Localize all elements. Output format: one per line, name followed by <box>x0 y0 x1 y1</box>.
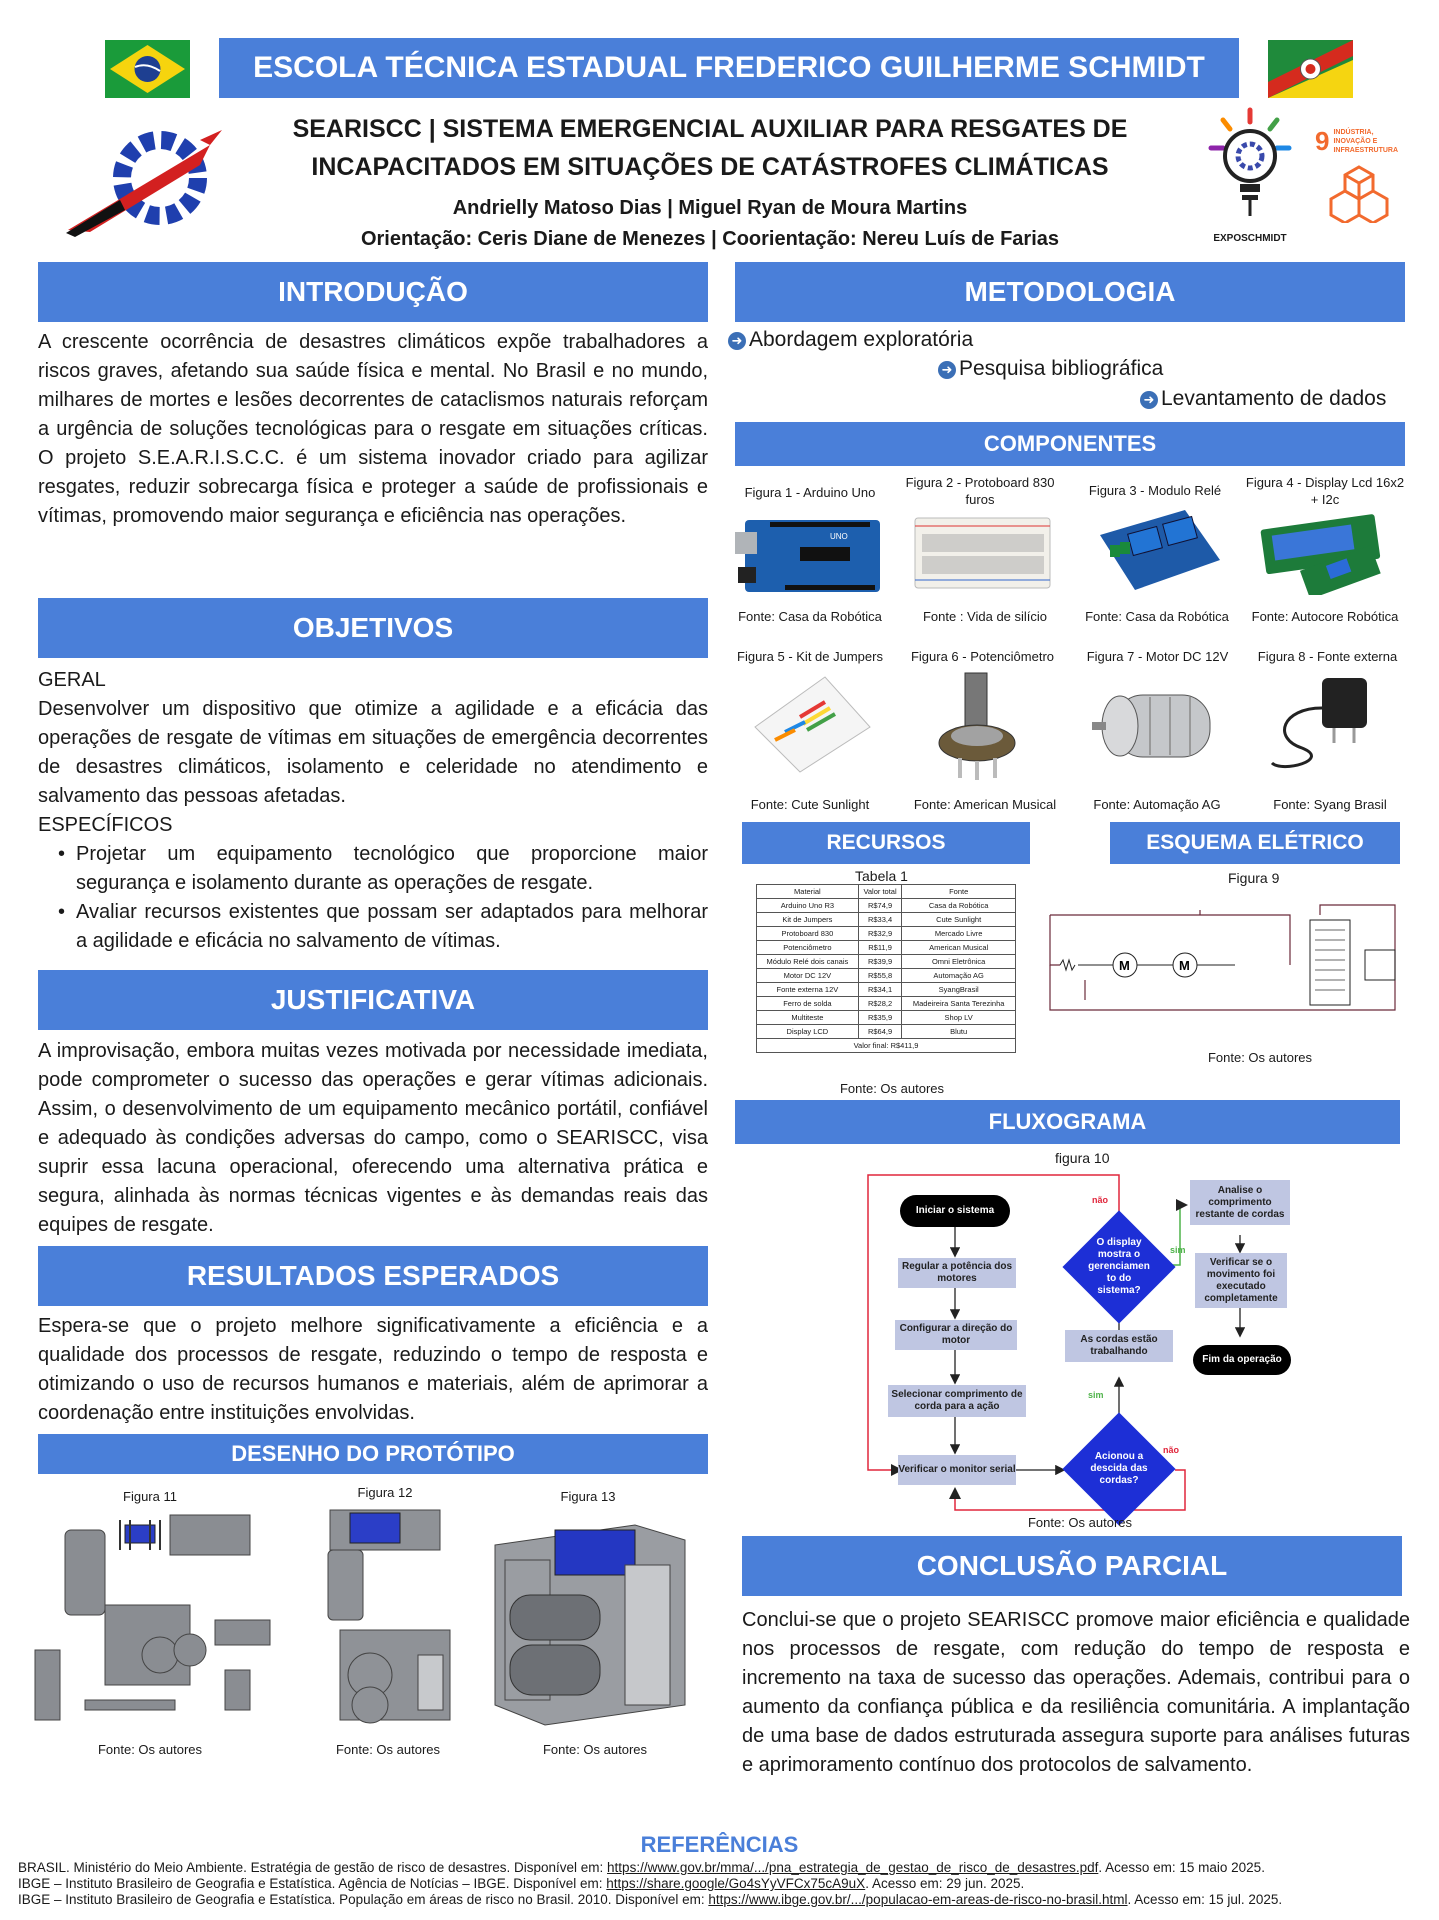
table-cell: R$39,9 <box>858 955 902 969</box>
reference-text: . Acesso em: 15 jul. 2025. <box>1127 1892 1283 1907</box>
component-8-label: Figura 8 - Fonte externa <box>1257 649 1398 664</box>
schematic-source: Fonte: Os autores <box>1207 1050 1313 1065</box>
references-title: REFERÊNCIAS <box>640 1832 799 1857</box>
brazil-flag-icon <box>105 40 190 98</box>
flow-analyze: Analise o comprimento restante de cordas <box>1190 1180 1290 1225</box>
component-5-label: Figura 5 - Kit de Jumpers <box>737 649 883 664</box>
flow-working: As cordas estão trabalhando <box>1065 1330 1173 1362</box>
flow-label-yes: sim <box>1170 1245 1186 1255</box>
reference-link[interactable]: https://www.ibge.gov.br/.../populacao-em-areas-de-risco-no-brasil.html <box>708 1892 1128 1907</box>
table-cell: R$35,9 <box>858 1011 902 1025</box>
table-cell: Fonte externa 12V <box>757 983 859 997</box>
component-7-label: Figura 7 - Motor DC 12V <box>1086 649 1229 664</box>
figure-10-label: figura 10 <box>1055 1150 1110 1166</box>
table-cell: R$74,9 <box>858 899 902 913</box>
method-item-2 <box>938 355 1163 383</box>
ods9-badge <box>1315 128 1410 238</box>
ods9-cubes-icon <box>1329 163 1389 223</box>
method-item-1 <box>728 326 973 354</box>
intro-title: INTRODUÇÃO <box>38 262 708 322</box>
figure-12-exploded-view <box>310 1505 470 1730</box>
reference-item <box>18 1860 1428 1876</box>
component-1-source: Fonte: Casa da Robótica <box>738 609 882 624</box>
method-item-text: Abordagem exploratória <box>749 328 974 351</box>
flowchart-source: Fonte: Os autores <box>1027 1515 1133 1530</box>
relay-module-image <box>1090 505 1230 595</box>
flow-verify: Verificar se o movimento foi executado completamente <box>1195 1253 1287 1308</box>
method-item-text: Pesquisa bibliográfica <box>959 357 1164 380</box>
component-6-source: Fonte: American Musical <box>913 797 1057 812</box>
table-cell: Omni Eletrônica <box>902 955 1016 969</box>
school-logo-icon <box>60 120 230 240</box>
table-cell: Multiteste <box>757 1011 859 1025</box>
table-row <box>757 1025 1016 1039</box>
reference-item <box>18 1876 1428 1892</box>
flowchart-title: FLUXOGRAMA <box>735 1100 1400 1144</box>
reference-text: . Acesso em: 29 jun. 2025. <box>865 1876 1025 1891</box>
flow-monitor: Verificar o monitor serial <box>898 1455 1016 1485</box>
figure-13-assembled-view <box>485 1505 695 1730</box>
table-header-cell: Fonte <box>902 885 1016 899</box>
lcd-display-image <box>1258 510 1398 595</box>
table-cell: Shop LV <box>902 1011 1016 1025</box>
table-cell: Automação AG <box>902 969 1016 983</box>
table-header-cell: Material <box>757 885 859 899</box>
poster-title-line1: SEARISCC | SISTEMA EMERGENCIAL AUXILIAR PARA RESGATES DE <box>292 115 1128 143</box>
table-cell: Mercado Livre <box>902 927 1016 941</box>
reference-item <box>18 1892 1428 1908</box>
schematic-title: ESQUEMA ELÉTRICO <box>1110 822 1400 864</box>
advisors: Orientação: Ceris Diane de Menezes | Coorientação: Nereu Luís de Farias <box>360 228 1060 250</box>
table-cell: Display LCD <box>757 1025 859 1039</box>
resources-table-wrap <box>756 884 1016 1053</box>
component-2-label: Figura 2 - Protoboard 830 furos <box>905 475 1055 507</box>
figure-13-source: Fonte: Os autores <box>542 1742 648 1757</box>
svg-text:M: M <box>1119 958 1130 973</box>
resources-source: Fonte: Os autores <box>839 1081 945 1096</box>
svg-text:M: M <box>1179 958 1190 973</box>
table-row <box>757 969 1016 983</box>
objectives-title: OBJETIVOS <box>38 598 708 658</box>
jumper-kit-image <box>745 672 880 777</box>
general-label: GERAL <box>38 669 106 691</box>
table-row <box>757 1011 1016 1025</box>
table-cell: Potenciômetro <box>757 941 859 955</box>
component-2-source: Fonte : Vida de silício <box>922 609 1048 624</box>
poster-title <box>230 110 1190 186</box>
reference-link[interactable]: https://www.gov.br/mma/.../pna_estrategia_de_gestao_de_risco_de_desastres.pdf <box>607 1860 1099 1875</box>
table-row <box>757 955 1016 969</box>
decision-text: Acionou a descida das cordas? <box>1090 1451 1148 1486</box>
table-row <box>757 997 1016 1011</box>
table-cell: R$64,9 <box>858 1025 902 1039</box>
table-row <box>757 899 1016 913</box>
potentiometer-image <box>915 668 1045 783</box>
flow-label-no: não <box>1163 1445 1180 1455</box>
authors: Andrielly Matoso Dias | Miguel Ryan de Moura Martins <box>452 197 968 219</box>
table-cell: Blutu <box>902 1025 1016 1039</box>
arrow-right-icon: ➜ <box>1140 391 1158 409</box>
flow-label-yes: sim <box>1088 1390 1104 1400</box>
ods-number: 9 <box>1315 126 1330 156</box>
table-total: Valor final: R$411,9 <box>757 1039 1016 1053</box>
figure-11-label: Figura 11 <box>123 1489 177 1504</box>
reference-text: . Acesso em: 15 maio 2025. <box>1098 1860 1265 1875</box>
table-header-cell: Valor total <box>858 885 902 899</box>
table-cell: Protoboard 830 <box>757 927 859 941</box>
figure-12-label: Figura 12 <box>357 1485 413 1500</box>
electrical-schematic <box>1040 890 1405 1020</box>
figure-11-exploded-view <box>25 1505 285 1730</box>
method-item-3 <box>1140 385 1386 413</box>
specific-item: • Projetar um equipamento tecnológico que proporcione maior segurança e isolamento durante as operações de resgate. <box>38 840 708 898</box>
component-5-source: Fonte: Cute Sunlight <box>750 797 870 812</box>
prototype-title: DESENHO DO PROTÓTIPO <box>38 1434 708 1474</box>
reference-text: IBGE – Instituto Brasileiro de Geografia e Estatística. População em áreas de risco no Brasil. 2010. Disponível em: <box>18 1892 709 1907</box>
table-cell: R$34,1 <box>858 983 902 997</box>
specific-item: • Avaliar recursos existentes que possam ser adaptados para melhorar a agilidade e eficácia no salvamento de vítimas. <box>38 898 708 956</box>
objectives-body <box>38 666 708 956</box>
flow-direction: Configurar a direção do motor <box>895 1320 1017 1350</box>
table-cell: SyangBrasil <box>902 983 1016 997</box>
table-row <box>757 983 1016 997</box>
table-cell: R$32,9 <box>858 927 902 941</box>
reference-text: BRASIL. Ministério do Meio Ambiente. Estratégia de gestão de risco de desastres. Disponível em: <box>18 1860 608 1875</box>
reference-text: IBGE – Instituto Brasileiro de Geografia e Estatística. Agência de Notícias – IBGE. Disponível em: <box>18 1876 607 1891</box>
arduino-uno-image <box>730 512 890 597</box>
table-row <box>757 913 1016 927</box>
flowchart <box>860 1165 1310 1515</box>
general-text: Desenvolver um dispositivo que otimize a agilidade e a eficácia das operações de resgate de vítimas em situações de emergência decorrentes de desastres climáticos, isolamento e celeridade no atendimento e salvamento das pessoas afetadas. <box>38 698 708 807</box>
conclusion-text: Conclui-se que o projeto SEARISCC promove maior eficiência e qualidade nos processos de resgate, com redução do tempo de resposta e incremento na taxa de sucesso das operações. Ademais, contribui para o aumento da confiança pública e da resiliência comunitária. A implantação de uma base de dados estruturada assegura suporte para análises futuras e aprimoramento contínuo dos protocolos de salvamento. <box>742 1609 1410 1776</box>
rs-flag-icon <box>1268 40 1353 98</box>
poster-title-line2: INCAPACITADOS EM SITUAÇÕES DE CATÁSTROFES CLIMÁTICAS <box>311 153 1109 181</box>
table-cell: Módulo Relé dois canais <box>757 955 859 969</box>
table-cell: Ferro de solda <box>757 997 859 1011</box>
svg-text:UNO: UNO <box>830 532 848 541</box>
table-row <box>757 941 1016 955</box>
resources-title: RECURSOS <box>742 822 1030 864</box>
ods-text: INDÚSTRIA, INOVAÇÃO E INFRAESTRUTURA <box>1333 129 1399 154</box>
components-title: COMPONENTES <box>735 422 1405 466</box>
exposchmidt-logo-icon <box>1205 104 1295 249</box>
flow-end: Fim da operação <box>1193 1345 1291 1375</box>
component-4-label: Figura 4 - Display Lcd 16x2 + I2c <box>1245 475 1405 507</box>
table-cell: Cute Sunlight <box>902 913 1016 927</box>
component-1-label: Figura 1 - Arduino Uno <box>744 485 876 500</box>
component-4-source: Fonte: Autocore Robótica <box>1251 609 1399 624</box>
flow-start: Iniciar o sistema <box>900 1195 1010 1227</box>
flow-length: Selecionar comprimento de corda para a ação <box>888 1385 1026 1417</box>
arrow-right-icon: ➜ <box>938 361 956 379</box>
table-cell: R$33,4 <box>858 913 902 927</box>
reference-link[interactable]: https://share.google/Go4sYyVFCx75cA9uX <box>606 1876 866 1891</box>
resources-table <box>756 884 1016 1053</box>
table-cell: R$55,8 <box>858 969 902 983</box>
figure-12-source: Fonte: Os autores <box>335 1742 441 1757</box>
arrow-right-icon: ➜ <box>728 332 746 350</box>
results-text: Espera-se que o projeto melhore significativamente a eficiência e a qualidade dos processos de resgate, reduzindo o tempo de resposta e otimizando o uso de recursos humanos e materiais, além de aprimorar a coordenação entre instituições envolvidas. <box>38 1315 708 1424</box>
decision-text: O display mostra o gerenciamen to do sistema? <box>1088 1237 1150 1296</box>
table-cell: Casa da Robótica <box>902 899 1016 913</box>
method-item-text: Levantamento de dados <box>1161 387 1387 410</box>
table-total-row <box>757 1039 1016 1053</box>
school-banner: ESCOLA TÉCNICA ESTADUAL FREDERICO GUILHERME SCHMIDT <box>219 38 1239 98</box>
table-cell: R$11,9 <box>858 941 902 955</box>
flow-regulate: Regular a potência dos motores <box>898 1258 1016 1288</box>
figure-11-source: Fonte: Os autores <box>97 1742 203 1757</box>
component-3-source: Fonte: Casa da Robótica <box>1085 609 1229 624</box>
justification-text: A improvisação, embora muitas vezes motivada por necessidade imediata, pode comprometer o sucesso das operações e gerar vítimas adicionais. Assim, o desenvolvimento de um equipamento mecânico portátil, confiável e adequado às condições adversas do campo, como o SEARISCC, visa suprir essa lacuna operacional, oferecendo uma alternativa prática e segura, alinhada às normas técnicas vigentes e às demandas reais das equipes de resgate. <box>38 1040 708 1236</box>
table-cell: Arduino Uno R3 <box>757 899 859 913</box>
power-supply-image <box>1262 668 1392 778</box>
component-8-source: Fonte: Syang Brasil <box>1273 797 1387 812</box>
conclusion-title: CONCLUSÃO PARCIAL <box>742 1536 1402 1596</box>
component-3-label: Figura 3 - Modulo Relé <box>1088 483 1222 498</box>
table-cell: Motor DC 12V <box>757 969 859 983</box>
component-7-source: Fonte: Automação AG <box>1093 797 1221 812</box>
table-cell: Madeireira Santa Terezinha <box>902 997 1016 1011</box>
table-row <box>757 927 1016 941</box>
references-list <box>18 1860 1428 1908</box>
methodology-title: METODOLOGIA <box>735 262 1405 322</box>
specific-label: ESPECÍFICOS <box>38 814 173 836</box>
flow-label-no: não <box>1092 1195 1109 1205</box>
justification-title: JUSTIFICATIVA <box>38 970 708 1030</box>
expo-label: EXPOSCHMIDT <box>1213 233 1287 244</box>
table-cell: Kit de Jumpers <box>757 913 859 927</box>
component-6-label: Figura 6 - Potenciômetro <box>910 649 1055 664</box>
table-1-label: Tabela 1 <box>855 868 908 884</box>
specific-list <box>38 840 708 956</box>
results-title: RESULTADOS ESPERADOS <box>38 1246 708 1306</box>
dc-motor-image <box>1090 675 1230 775</box>
table-header-row <box>757 885 1016 899</box>
table-cell: R$28,2 <box>858 997 902 1011</box>
figure-9-label: Figura 9 <box>1228 870 1280 886</box>
protoboard-image <box>910 510 1055 595</box>
figure-13-label: Figura 13 <box>560 1489 616 1504</box>
intro-text: A crescente ocorrência de desastres climáticos expõe trabalhadores a riscos graves, afetando sua saúde física e mental. No Brasil e no mundo, milhares de mortes e lesões decorrentes de cataclismos naturais reforçam a urgência de soluções tecnológicas para o resgate em situações críticas. O projeto S.E.A.R.I.S.C.C. é um sistema inovador criado para agilizar resgates, reduzir sobrecarga física e proteger a saúde de profissionais e vítimas, promovendo maior segurança e eficiência nas operações. <box>38 331 708 527</box>
table-cell: American Musical <box>902 941 1016 955</box>
